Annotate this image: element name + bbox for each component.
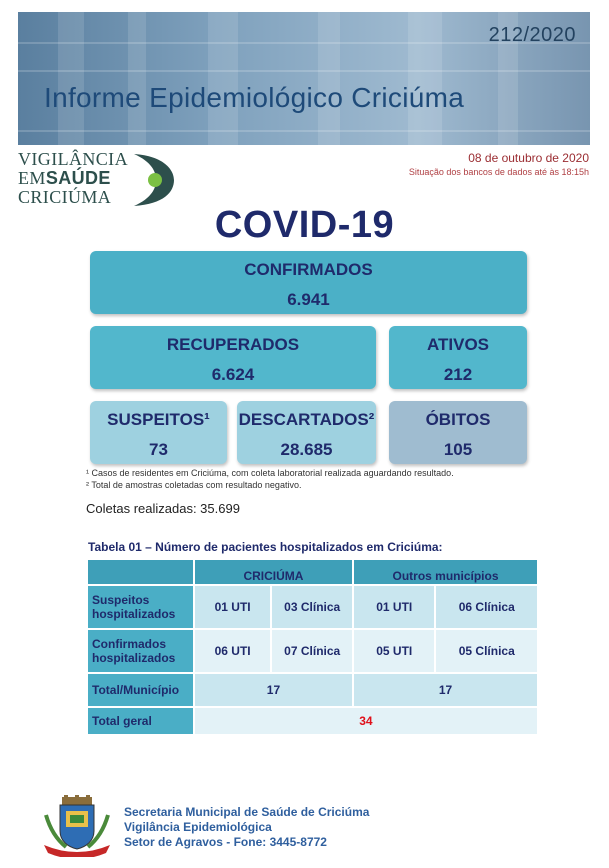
card-ativos	[389, 326, 527, 389]
table-row-total-municipio	[87, 673, 538, 707]
descartados-label: DESCARTADOS²	[238, 410, 375, 429]
table-row	[87, 629, 538, 673]
date-info	[409, 151, 589, 177]
logo-line-2a: EM	[18, 168, 46, 188]
city-crest-icon	[40, 795, 114, 857]
total-outros: 17	[353, 673, 538, 707]
row-label-confirmados: Confirmados hospitalizados	[87, 629, 194, 673]
row-label-total-geral: Total geral	[87, 707, 194, 735]
ativos-value: 212	[443, 365, 473, 384]
hospitalized-table	[86, 558, 539, 736]
footer-setor: Setor de Agravos - Fone: 3445-8772	[124, 835, 327, 849]
card-recuperados	[90, 326, 376, 389]
table-row	[87, 585, 538, 629]
table-cell: 05 UTI	[353, 629, 435, 673]
table-cell: 03 Clínica	[271, 585, 353, 629]
coletas-realizadas: Coletas realizadas: 35.699	[86, 501, 240, 516]
bulletin-title: Informe Epidemiológico Criciúma	[44, 82, 465, 113]
ativos-label: ATIVOS	[426, 335, 490, 354]
footnote-2: ² Total de amostras coletadas com resultado negativo.	[86, 480, 302, 490]
total-geral-value: 34	[194, 707, 538, 735]
suspeitos-label: SUSPEITOS¹	[107, 410, 210, 429]
confirmados-value: 6.941	[287, 290, 330, 309]
header-criciuma: CRICIÚMA	[194, 559, 353, 585]
table-cell: 06 Clínica	[435, 585, 538, 629]
row-label-total-municipio: Total/Município	[87, 673, 194, 707]
card-confirmados	[90, 251, 527, 314]
card-obitos	[389, 401, 527, 464]
card-suspeitos	[90, 401, 227, 464]
header-outros: Outros municípios	[353, 559, 538, 585]
report-date: 08 de outubro de 2020	[468, 151, 589, 165]
table-cell: 06 UTI	[194, 629, 272, 673]
header-empty-cell	[87, 559, 194, 585]
total-criciuma: 17	[194, 673, 353, 707]
table-cell: 01 UTI	[353, 585, 435, 629]
header-banner	[18, 12, 590, 145]
table-title: Tabela 01 – Número de pacientes hospitalizados em Criciúma:	[88, 540, 443, 554]
suspeitos-value: 73	[149, 440, 168, 459]
logo-line-1: VIGILÂNCIA	[18, 149, 128, 169]
obitos-value: 105	[443, 440, 473, 459]
vigilancia-logo	[18, 150, 163, 212]
recuperados-label: RECUPERADOS	[166, 335, 300, 354]
card-descartados	[237, 401, 376, 464]
logo-line-3: CRICIÚMA	[18, 187, 112, 207]
table-cell: 05 Clínica	[435, 629, 538, 673]
table-header-row	[87, 559, 538, 585]
obitos-label: ÓBITOS	[425, 410, 491, 429]
descartados-value: 28.685	[280, 440, 333, 459]
footnotes	[86, 467, 454, 491]
table-row-total-geral	[87, 707, 538, 735]
covid-title: COVID-19	[214, 204, 395, 246]
table-cell: 01 UTI	[194, 585, 272, 629]
footnote-1: ¹ Casos de residentes em Criciúma, com coleta laboratorial realizada aguardando resultado.	[86, 468, 454, 478]
recuperados-value: 6.624	[211, 365, 255, 384]
table-cell: 07 Clínica	[271, 629, 353, 673]
footer-secretaria: Secretaria Municipal de Saúde de Criciúma	[124, 805, 370, 819]
confirmados-label: CONFIRMADOS	[244, 260, 373, 279]
eye-icon	[130, 152, 176, 208]
footer-text	[124, 805, 454, 850]
data-situation: Situação dos bancos de dados até às 18:15h	[408, 167, 589, 177]
footer-vigilancia: Vigilância Epidemiológica	[124, 820, 272, 834]
logo-line-2b: SAÚDE	[45, 168, 111, 188]
bulletin-number: 212/2020	[488, 24, 576, 46]
row-label-suspeitos: Suspeitos hospitalizados	[87, 585, 194, 629]
